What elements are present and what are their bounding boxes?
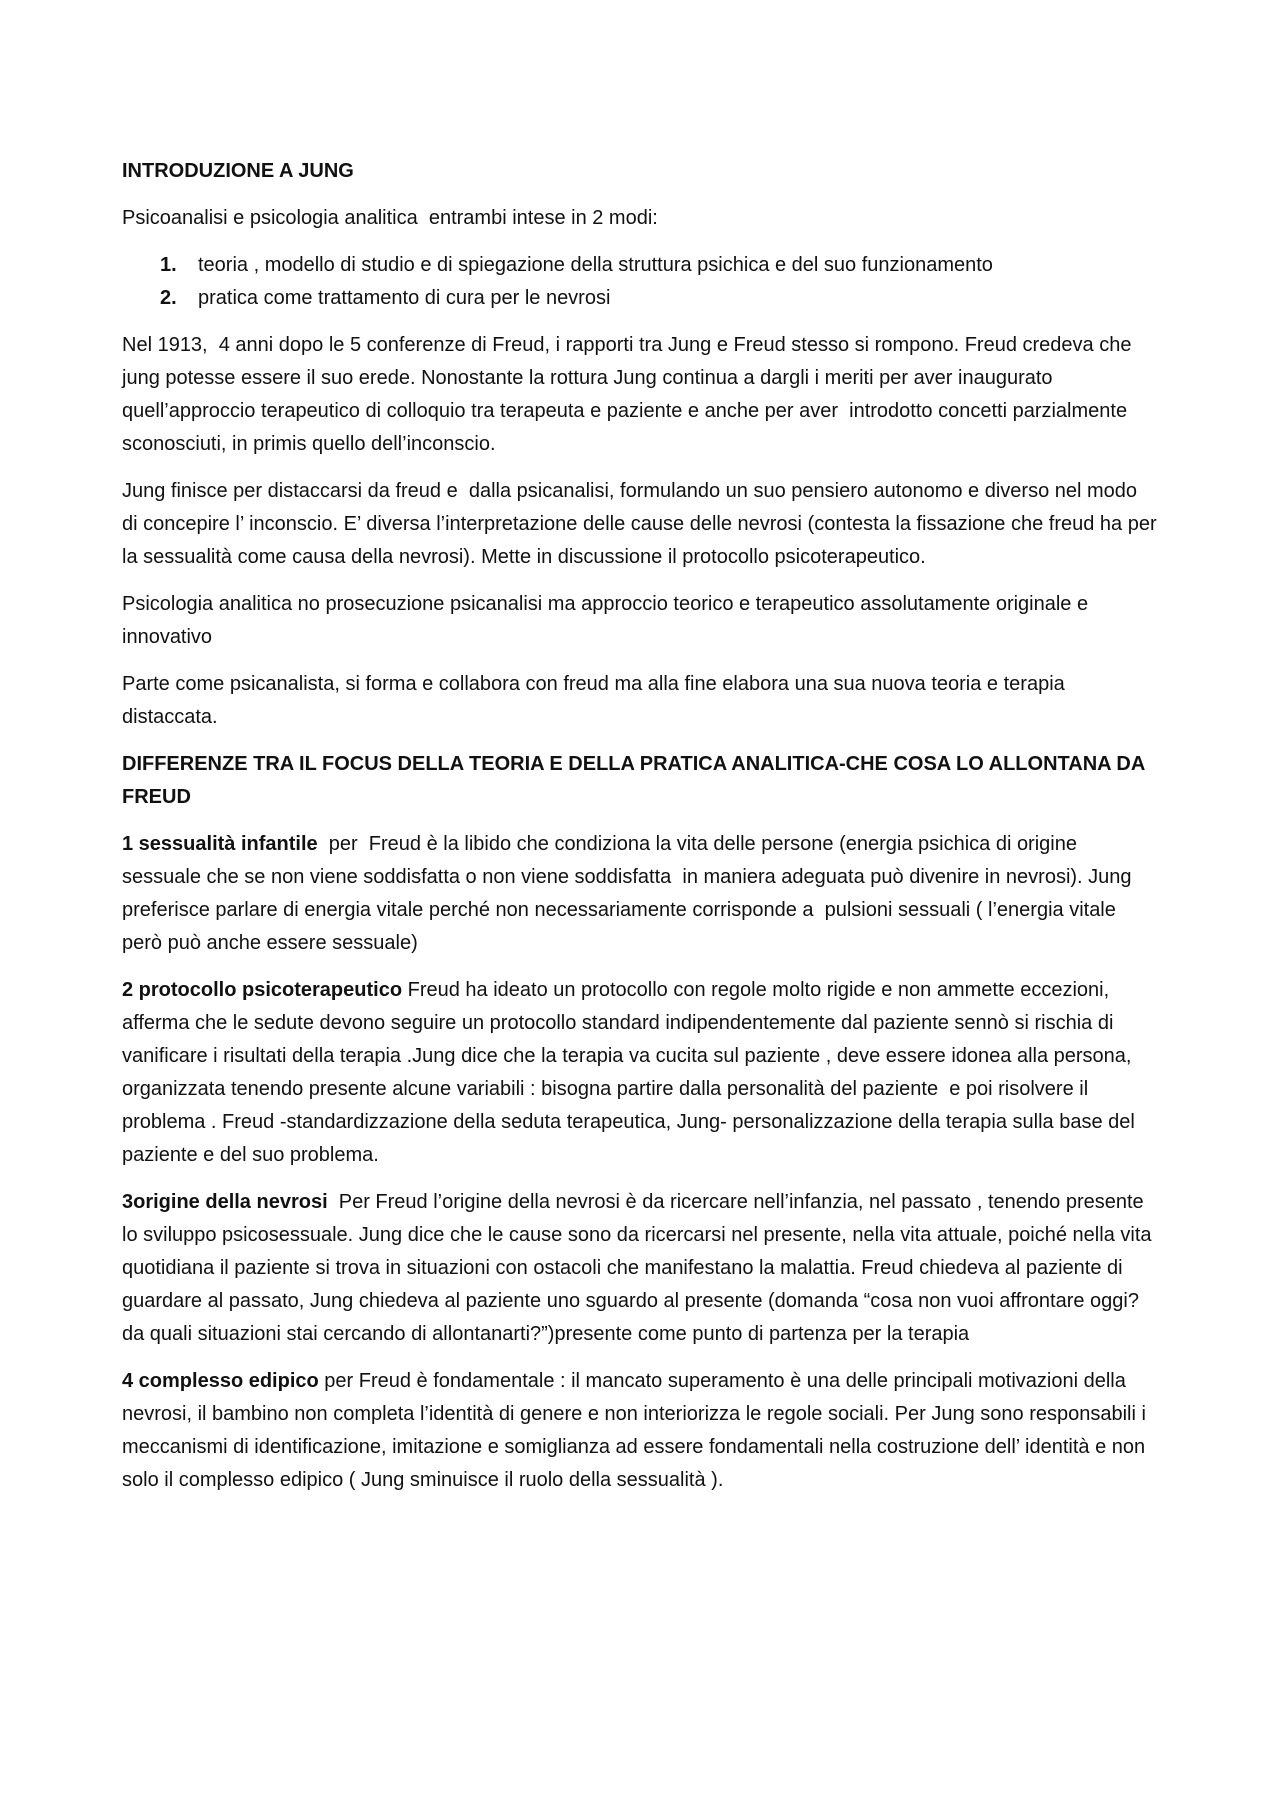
paragraph-analytic-psychology: Psicologia analitica no prosecuzione psicanalisi ma approccio teorico e terapeutico assolutamente originale e innovativo (122, 593, 1094, 648)
section-heading: DIFFERENZE TRA IL FOCUS DELLA TEORIA E DELLA PRATICA ANALITICA-CHE COSA LO ALLONTANA DA FREUD (122, 753, 1151, 808)
point-lead: 2 protocollo psicoterapeutico (122, 979, 403, 1001)
point-paragraph (122, 1186, 1158, 1351)
point-text: per Freud è fondamentale : il mancato superamento è una delle principali motivazioni della nevrosi, il bambino non completa l’identità di genere e non interiorizza le regole sociali. Per Jung sono responsabili i meccanismi di identificazione, imitazione e somiglianza ad essere fondamentali nella costruzione dell’ identità e non solo il complesso edipico ( Jung sminuisce il ruolo della sessualità ). (122, 1370, 1152, 1491)
point-paragraph (122, 828, 1158, 960)
point-paragraph (122, 1365, 1158, 1497)
list-item (160, 282, 1158, 315)
list-item-text: teoria , modello di studio e di spiegazione della struttura psichica e del suo funzionamento (198, 254, 993, 276)
point-paragraph (122, 974, 1158, 1172)
paragraph-history: Nel 1913, 4 anni dopo le 5 conferenze di Freud, i rapporti tra Jung e Freud stesso si rompono. Freud credeva che jung potesse essere il suo erede. Nonostante la rottura Jung continua a dargli i meriti per aver inaugurato quell’approccio terapeutico di colloquio tra terapeuta e paziente e anche per aver introdotto concetti parzialmente sconosciuti, in primis quello dell’inconscio. (122, 334, 1138, 455)
point-lead: 4 complesso edipico (122, 1370, 319, 1392)
point-lead: 1 sessualità infantile (122, 833, 318, 855)
paragraph-separation: Jung finisce per distaccarsi da freud e dalla psicanalisi, formulando un suo pensiero autonomo e diverso nel modo di concepire l’ inconscio. E’ diversa l’interpretazione delle cause delle nevrosi (contesta la fissazione che freud ha per la sessualità come causa della nevrosi). Mette in discussione il protocollo psicoterapeutico. (122, 480, 1163, 568)
list-item-text: pratica come trattamento di cura per le nevrosi (198, 287, 611, 309)
point-text: Freud ha ideato un protocollo con regole molto rigide e non ammette eccezioni, afferma che le sedute devono seguire un protocollo standard indipendentemente dal paziente sennò si rischia di vanificare i risultati della terapia .Jung dice che la terapia va cucita sul paziente , deve essere idonea alla persona, organizzata tenendo presente alcune variabili : bisogna partire dalla personalità del paziente e poi risolvere il problema . Freud -standardizzazione della seduta terapeutica, Jung- personalizzazione della terapia sulla base del paziente e del suo problema. (122, 979, 1141, 1166)
intro-paragraph: Psicoanalisi e psicologia analitica entrambi intese in 2 modi: (122, 207, 658, 229)
point-lead: 3origine della nevrosi (122, 1191, 328, 1213)
list-item (160, 249, 1158, 282)
list-number: 1. (160, 254, 177, 276)
paragraph-origins: Parte come psicanalista, si forma e collabora con freud ma alla fine elabora una sua nuova teoria e terapia distaccata. (122, 673, 1071, 728)
list-number: 2. (160, 287, 177, 309)
point-text: Per Freud l’origine della nevrosi è da ricercare nell’infanzia, nel passato , tenendo presente lo sviluppo psicosessuale. Jung dice che le cause sono da ricercarsi nel presente, nella vita attuale, poiché nella vita quotidiana il paziente si trova in situazioni con ostacoli che manifestano la malattia. Freud chiedeva al paziente di guardare al passato, Jung chiedeva al paziente uno sguardo al presente (domanda “cosa non vuoi affrontare oggi?da quali situazioni stai cercando di allontanarti?”)presente come punto di partenza per la terapia (122, 1191, 1158, 1345)
numbered-list (122, 249, 1158, 315)
point-text: per Freud è la libido che condiziona la vita delle persone (energia psichica di origine sessuale che se non viene soddisfatta o non viene soddisfatta in maniera adeguata può divenire in nevrosi). Jung preferisce parlare di energia vitale perché non necessariamente corrisponde a pulsioni sessuali ( l’energia vitale però può anche essere sessuale) (122, 833, 1138, 954)
document-title: INTRODUZIONE A JUNG (122, 160, 354, 182)
